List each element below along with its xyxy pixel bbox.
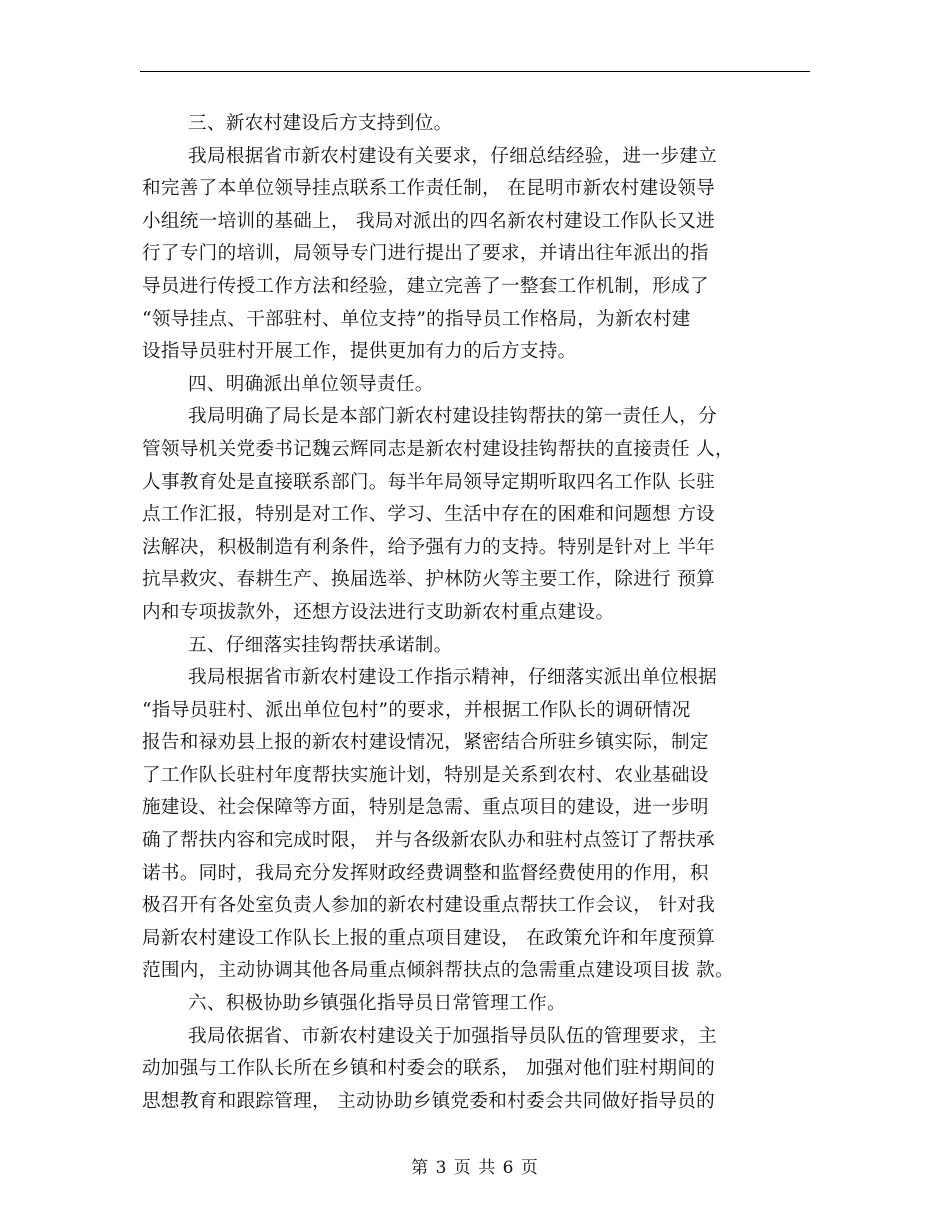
- text-line: 和完善了本单位领导挂点联系工作责任制， 在昆明市新农村建设领导: [142, 178, 716, 200]
- text-line: 小组统一培训的基础上， 我局对派出的四名新农村建设工作队长又进: [142, 210, 716, 232]
- text-line: 确了帮扶内容和完成时限， 并与各级新农队办和驻村点签订了帮扶承: [142, 830, 716, 852]
- text-line: 思想教育和跟踪管理， 主动协助乡镇党委和村委会共同做好指导员的: [142, 1090, 716, 1112]
- text-line: 法解决，积极制造有利条件，给予强有力的支持。特别是针对上 半年: [142, 536, 716, 558]
- text-line: 管领导机关党委书记魏云辉同志是新农村建设挂钩帮扶的直接责任 人，: [142, 438, 734, 460]
- header-rule: [140, 71, 810, 72]
- text-line: “领导挂点、干部驻村、单位支持”的指导员工作格局，为新农村建: [142, 308, 691, 330]
- text-line: 我局依据省、市新农村建设关于加强指导员队伍的管理要求，主: [188, 1025, 718, 1047]
- text-line: 点工作汇报，特别是对工作、学习、生活中存在的困难和问题想 方设: [142, 504, 716, 526]
- text-line: 我局明确了局长是本部门新农村建设挂钩帮扶的第一责任人，分: [188, 406, 718, 428]
- text-line: 局新农村建设工作队长上报的重点项目建设， 在政策允许和年度预算: [142, 927, 716, 949]
- text-line: 了工作队长驻村年度帮扶实施计划，特别是关系到农村、农业基础设: [142, 764, 709, 786]
- page-footer: 第 3 页 共 6 页: [411, 1158, 539, 1178]
- text-line: 动加强与工作队长所在乡镇和村委会的联系， 加强对他们驻村期间的: [142, 1058, 716, 1080]
- text-line: 范围内，主动协调其他各局重点倾斜帮扶点的急需重点建设项目拔 款。: [142, 960, 734, 982]
- text-line: “指导员驻村、派出单位包村”的要求，并根据工作队长的调研情况: [142, 699, 691, 721]
- text-line: 施建设、社会保障等方面，特别是急需、重点项目的建设，进一步明: [142, 797, 709, 819]
- text-line: 五、仔细落实挂钩帮扶承诺制。: [188, 634, 453, 656]
- text-line: 我局根据省市新农村建设有关要求，仔细总结经验，进一步建立: [188, 145, 718, 167]
- text-line: 六、积极协助乡镇强化指导员日常管理工作。: [188, 993, 566, 1015]
- text-line: 极召开有各处室负责人参加的新农村建设重点帮扶工作会议， 针对我: [142, 895, 716, 917]
- text-line: 四、明确派出单位领导责任。: [188, 373, 434, 395]
- text-line: 报告和禄劝县上报的新农村建设情况，紧密结合所驻乡镇实际，制定: [142, 732, 709, 754]
- text-line: 设指导员驻村开展工作，提供更加有力的后方支持。: [142, 341, 577, 363]
- text-line: 行了专门的培训，局领导专门进行提出了要求，并请出往年派出的指: [142, 243, 709, 265]
- text-line: 我局根据省市新农村建设工作指示精神，仔细落实派出单位根据: [188, 667, 718, 689]
- text-line: 导员进行传授工作方法和经验，建立完善了一整套工作机制，形成了: [142, 275, 709, 297]
- text-line: 人事教育处是直接联系部门。每半年局领导定期听取四名工作队 长驻: [142, 471, 716, 493]
- text-line: 内和专项拔款外，还想方设法进行支助新农村重点建设。: [142, 601, 615, 623]
- document-body: [142, 108, 822, 1118]
- text-line: 抗旱救灾、春耕生产、换届选举、护林防火等主要工作，除进行 预算: [142, 569, 716, 591]
- text-line: 三、新农村建设后方支持到位。: [188, 113, 453, 134]
- text-line: 诺书。同时，我局充分发挥财政经费调整和监督经费使用的作用，积: [142, 862, 709, 884]
